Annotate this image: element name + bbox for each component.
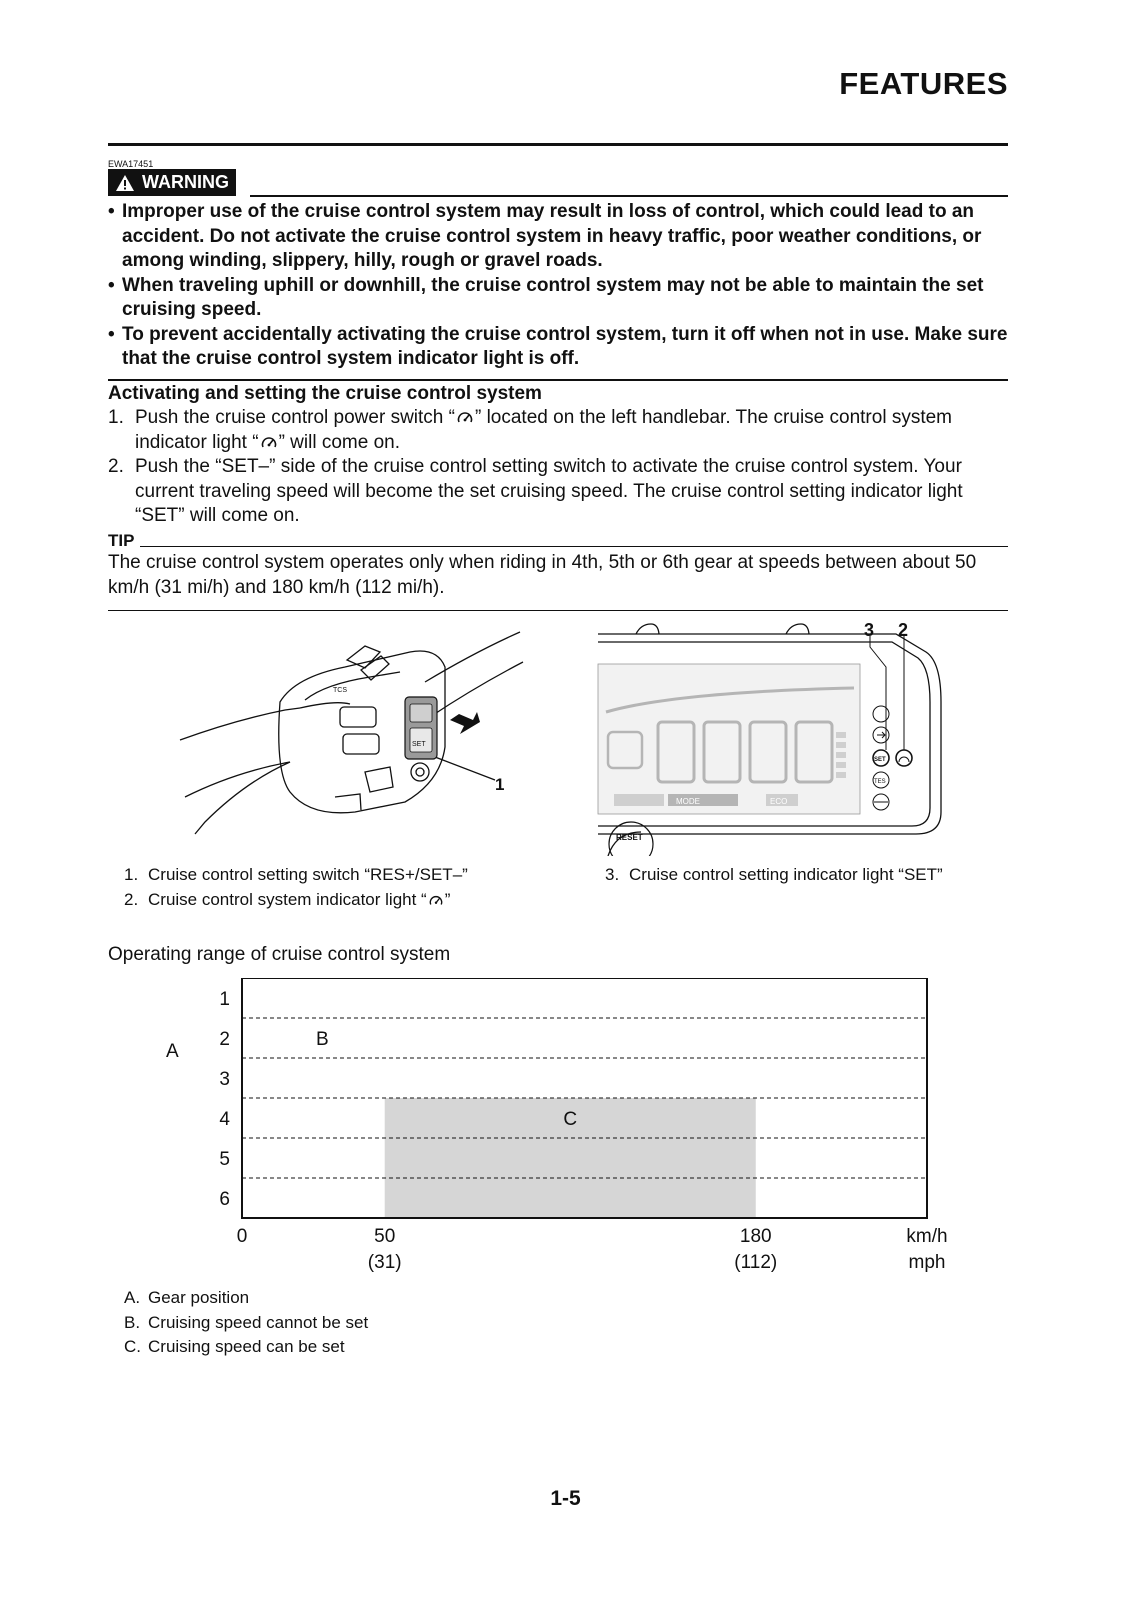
step-number: 2. <box>108 456 124 477</box>
meter-set-indicator: SET <box>874 757 886 763</box>
x-tick-label-mph: (112) <box>734 1252 778 1273</box>
legend-text: Cruising speed cannot be set <box>148 1312 369 1332</box>
gear-tick-label: 5 <box>219 1149 230 1170</box>
cruise-indicator-icon <box>899 757 909 762</box>
caption-number: 3. <box>605 865 620 884</box>
caption-number: 2. <box>124 889 139 909</box>
x-unit-kmh: km/h <box>906 1226 948 1247</box>
callout-3: 3 <box>864 622 875 640</box>
meter-tes-indicator: TES <box>874 779 886 785</box>
x-tick-label-kmh: 0 <box>236 1226 248 1247</box>
tip-rule <box>140 546 1008 547</box>
cruise-control-icon <box>428 894 444 908</box>
warning-item: • When traveling uphill or downhill, the cruise control system may not be able to maintain the set cruising speed. <box>108 274 1008 323</box>
x-unit-mph: mph <box>908 1252 946 1273</box>
step-text: Push the “SET–” side of the cruise control setting switch to activate the cruise control system. Your current traveling speed will become the set cruising speed. The cruise control setting indicator light “SET” will come on. <box>135 456 963 526</box>
warning-rule <box>250 195 1008 197</box>
step-text: ” located on the left handlebar. The cruise control system indicator light “ <box>135 407 952 453</box>
figure-captions-right <box>605 863 943 888</box>
legend-key: B. <box>124 1312 141 1332</box>
caption-text: Cruise control system indicator light “ <box>148 889 427 909</box>
tip-label: TIP <box>108 531 135 550</box>
step-text: Push the cruise control power switch “ <box>135 407 455 428</box>
gear-tick-label: 2 <box>219 1029 230 1050</box>
legend-text: Cruising speed can be set <box>148 1337 345 1356</box>
region-b-label: B <box>316 1029 329 1050</box>
callout-2: 2 <box>898 622 909 640</box>
warning-item: • To prevent accidentally activating the cruise control system, turn it off when not in use. Make sure that the cruise control system indicator light is off. <box>108 323 1008 372</box>
legend-item <box>124 1286 368 1311</box>
warning-list <box>108 200 1008 372</box>
warning-triangle-icon <box>115 174 135 192</box>
warning-badge <box>108 169 236 196</box>
region-c-label: C <box>563 1109 578 1130</box>
cruise-control-icon <box>260 435 278 451</box>
chart-caption: Operating range of cruise control system <box>108 944 451 965</box>
operating-range-chart <box>150 978 970 1280</box>
tip-end-rule <box>108 610 1008 611</box>
handlebar-switch-illustration <box>175 622 535 854</box>
gear-tick-label: 3 <box>219 1069 230 1090</box>
y-axis-label: A <box>166 1041 179 1062</box>
section-title: FEATURES <box>839 66 1008 101</box>
procedure-heading: Activating and setting the cruise control system <box>108 383 542 404</box>
legend-key: A. <box>124 1288 141 1307</box>
legend-item <box>124 1335 368 1360</box>
press-arrow-icon <box>450 712 480 734</box>
meter-eco-label: ECO <box>770 797 788 806</box>
legend-text: Gear position <box>148 1288 250 1307</box>
gear-tick-label: 1 <box>219 989 230 1010</box>
page-number: 1-5 <box>550 1487 581 1510</box>
figure-captions-left <box>124 863 468 912</box>
caption-number: 1. <box>124 865 139 884</box>
callout-1: 1 <box>495 775 505 794</box>
reset-button-label: RESET <box>616 833 643 842</box>
caption-text: Cruise control setting switch “RES+/SET–” <box>148 865 468 884</box>
caption-item <box>124 863 468 888</box>
x-tick-label-kmh: 50 <box>374 1226 396 1247</box>
caption-text: ” <box>444 889 451 909</box>
cruise-control-icon <box>456 410 474 426</box>
procedure-step <box>108 406 1008 455</box>
warning-item: • Improper use of the cruise control system may result in loss of control, which could lead to an accident. Do not activate the cruise control system in heavy traffic, poor weather conditions, or among winding, slippery, hilly, rough or gravel roads. <box>108 200 1008 274</box>
legend-item <box>124 1311 368 1336</box>
procedure-steps <box>108 406 1008 529</box>
x-tick-label-mph: (31) <box>367 1252 402 1273</box>
meter-mode-label: MODE <box>676 797 700 806</box>
tcs-label: TCS <box>333 687 347 694</box>
meter-panel-illustration <box>596 622 964 856</box>
x-tick-label-kmh: 180 <box>739 1226 772 1247</box>
gear-tick-label: 6 <box>219 1189 230 1210</box>
tip-text: The cruise control system operates only when riding in 4th, 5th or 6th gear at speeds between about 50 km/h (31 mi/h) and 180 km/h (112 mi/h). <box>108 552 977 598</box>
set-label: SET <box>412 741 426 748</box>
legend-key: C. <box>124 1337 141 1356</box>
warning-end-rule <box>108 379 1008 381</box>
header-rule <box>108 143 1008 146</box>
warning-code: EWA17451 <box>108 159 154 169</box>
gear-tick-label: 4 <box>219 1109 230 1130</box>
step-text: ” will come on. <box>278 431 400 453</box>
step-number: 1. <box>108 407 124 428</box>
caption-item <box>124 888 468 913</box>
caption-text: Cruise control setting indicator light “SET” <box>629 865 943 884</box>
warning-badge-label: WARNING <box>142 172 229 192</box>
caption-item <box>605 863 943 888</box>
procedure-step <box>108 455 1008 529</box>
chart-legend <box>124 1286 368 1360</box>
